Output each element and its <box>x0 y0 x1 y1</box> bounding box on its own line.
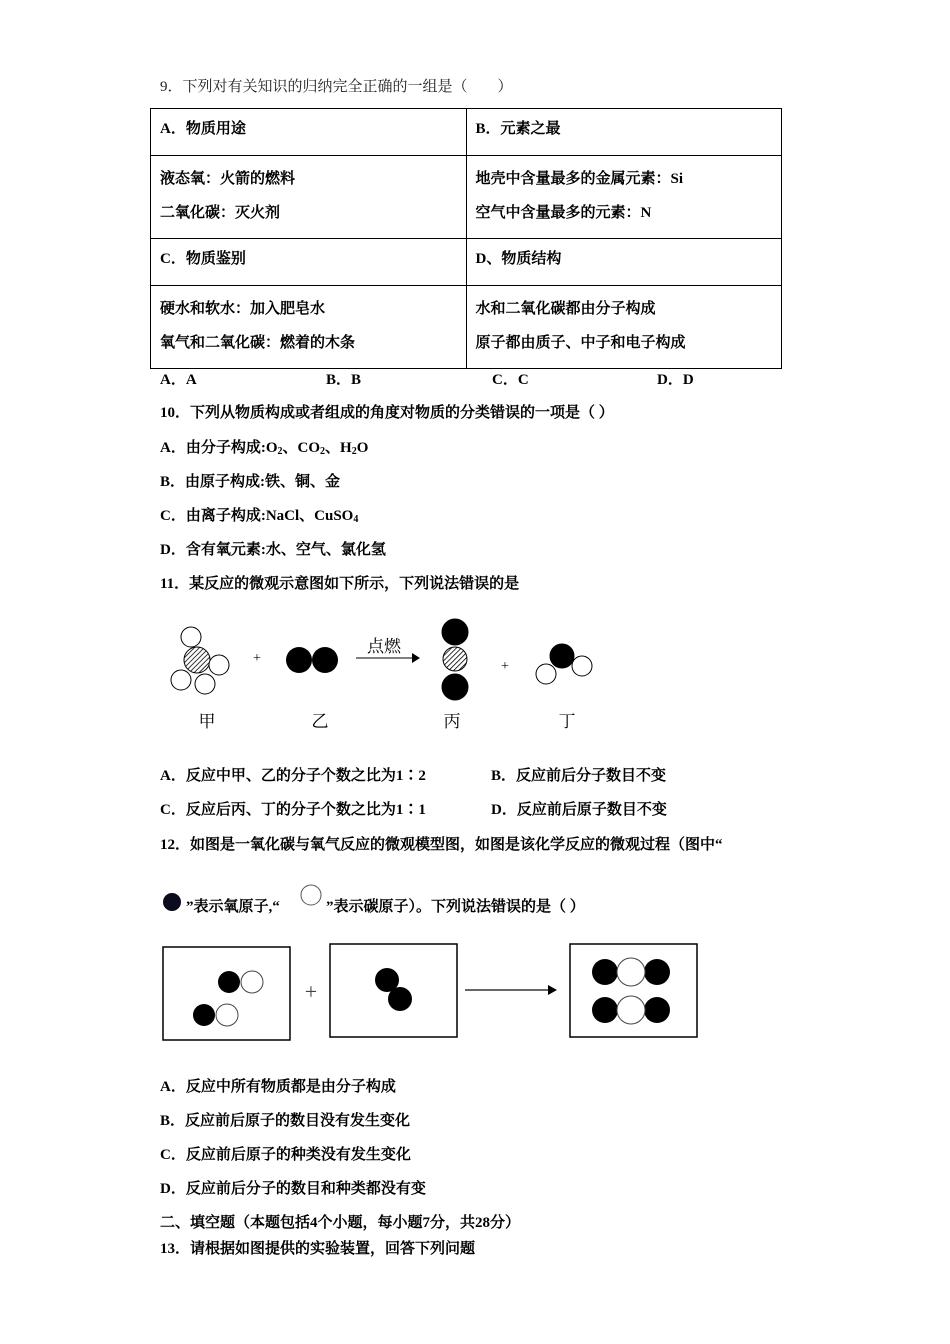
line: 空气中含量最多的元素：N <box>475 205 652 221</box>
line: 原子都由质子、中子和电子构成 <box>475 335 686 351</box>
q12-option-d: D．反应前后分子的数目和种类都没有变 <box>160 1181 426 1197</box>
q11-reaction-diagram <box>0 610 950 740</box>
text: A．由分子构成:O <box>160 440 278 456</box>
q9-cell-c-head: C．物质鉴别 <box>151 239 467 286</box>
plus-sign: + <box>253 651 261 666</box>
molecule-jia <box>171 627 229 694</box>
q9-cell-b-head: B．元素之最 <box>466 109 782 156</box>
q10-option-d: D．含有氧元素:水、空气、氯化氢 <box>160 542 386 558</box>
q9-option-a: A．A <box>160 372 197 388</box>
q11-option-c: C．反应后丙、丁的分子个数之比为1∶1 <box>160 802 426 818</box>
molecule-bing <box>442 619 468 700</box>
q12-legend-carbon: ”表示碳原子）。下列说法错误的是（ ） <box>326 899 585 915</box>
text: O <box>356 440 369 456</box>
q13-stem: 13．请根据如图提供的实验装置，回答下列问题 <box>160 1241 476 1257</box>
q9-option-b: B．B <box>326 372 362 388</box>
subscript: 4 <box>353 514 359 525</box>
q9-cell-b-body <box>466 156 782 239</box>
reaction-condition: 点燃 <box>367 637 401 656</box>
q10-option-b: B．由原子构成:铁、铜、金 <box>160 474 341 490</box>
plus-sign: + <box>501 659 509 674</box>
subscript: 2 <box>351 446 357 457</box>
subscript: 2 <box>320 446 326 457</box>
line: 地壳中含量最多的金属元素：Si <box>475 171 684 187</box>
box-reactant-o2 <box>330 944 457 1037</box>
line: 二氧化碳：灭火剂 <box>160 205 281 221</box>
text: 、CO <box>282 440 321 456</box>
q10-stem: 10．下列从物质构成或者组成的角度对物质的分类错误的一项是（ ） <box>160 405 614 421</box>
q9-cell-a-head: A．物质用途 <box>151 109 467 156</box>
q9-table <box>150 108 782 369</box>
label-yi: 乙 <box>311 712 329 731</box>
line: 氧气和二氧化碳：燃着的木条 <box>160 335 356 351</box>
q9-cell-d-head: D、物质结构 <box>466 239 782 286</box>
q9-stem: 9．下列对有关知识的归纳完全正确的一组是（ ） <box>160 79 513 95</box>
molecule-yi <box>286 647 338 673</box>
plus-sign: + <box>304 979 318 1004</box>
text: 、H <box>325 440 352 456</box>
q12-option-a: A．反应中所有物质都是由分子构成 <box>160 1079 396 1095</box>
carbon-atom-icon <box>299 884 323 908</box>
q9-cell-d-body <box>466 286 782 369</box>
text: C．由离子构成:NaCl、CuSO <box>160 508 354 524</box>
q9-cell-a-body <box>151 156 467 239</box>
line: 硬水和软水：加入肥皂水 <box>160 301 326 317</box>
q11-option-d: D．反应前后原子数目不变 <box>491 802 667 818</box>
q11-option-b: B．反应前后分子数目不变 <box>491 768 667 784</box>
box-reactant-co <box>163 947 290 1040</box>
q12-stem: 12．如图是一氧化碳与氧气反应的微观模型图，如图是该化学反应的微观过程（图中“ <box>160 837 723 853</box>
q10-option-c <box>160 506 358 530</box>
q12-reaction-diagram <box>0 940 950 1050</box>
q10-option-a <box>160 438 368 462</box>
box-product-co2 <box>570 944 697 1037</box>
q11-option-a: A．反应中甲、乙的分子个数之比为1∶2 <box>160 768 426 784</box>
line: 液态氧：火箭的燃料 <box>160 171 296 187</box>
q9-option-d: D．D <box>657 372 694 388</box>
section-heading: 二、填空题（本题包括4个小题，每小题7分，共28分） <box>160 1215 521 1231</box>
q12-option-b: B．反应前后原子的数目没有发生变化 <box>160 1113 411 1129</box>
molecule-ding <box>536 644 592 684</box>
label-bing: 丙 <box>443 712 461 731</box>
q12-option-c: C．反应前后原子的种类没有发生变化 <box>160 1147 411 1163</box>
q9-option-c: C．C <box>492 372 529 388</box>
label-ding: 丁 <box>558 712 576 731</box>
oxygen-atom-icon <box>163 892 183 912</box>
q9-cell-c-body <box>151 286 467 369</box>
q11-stem: 11．某反应的微观示意图如下所示，下列说法错误的是 <box>160 576 520 592</box>
q12-legend-oxygen: ”表示氧原子,“ <box>186 899 280 915</box>
subscript: 2 <box>277 446 283 457</box>
label-jia: 甲 <box>198 712 216 731</box>
line: 水和二氧化碳都由分子构成 <box>475 301 656 317</box>
arrow-icon <box>465 985 557 995</box>
